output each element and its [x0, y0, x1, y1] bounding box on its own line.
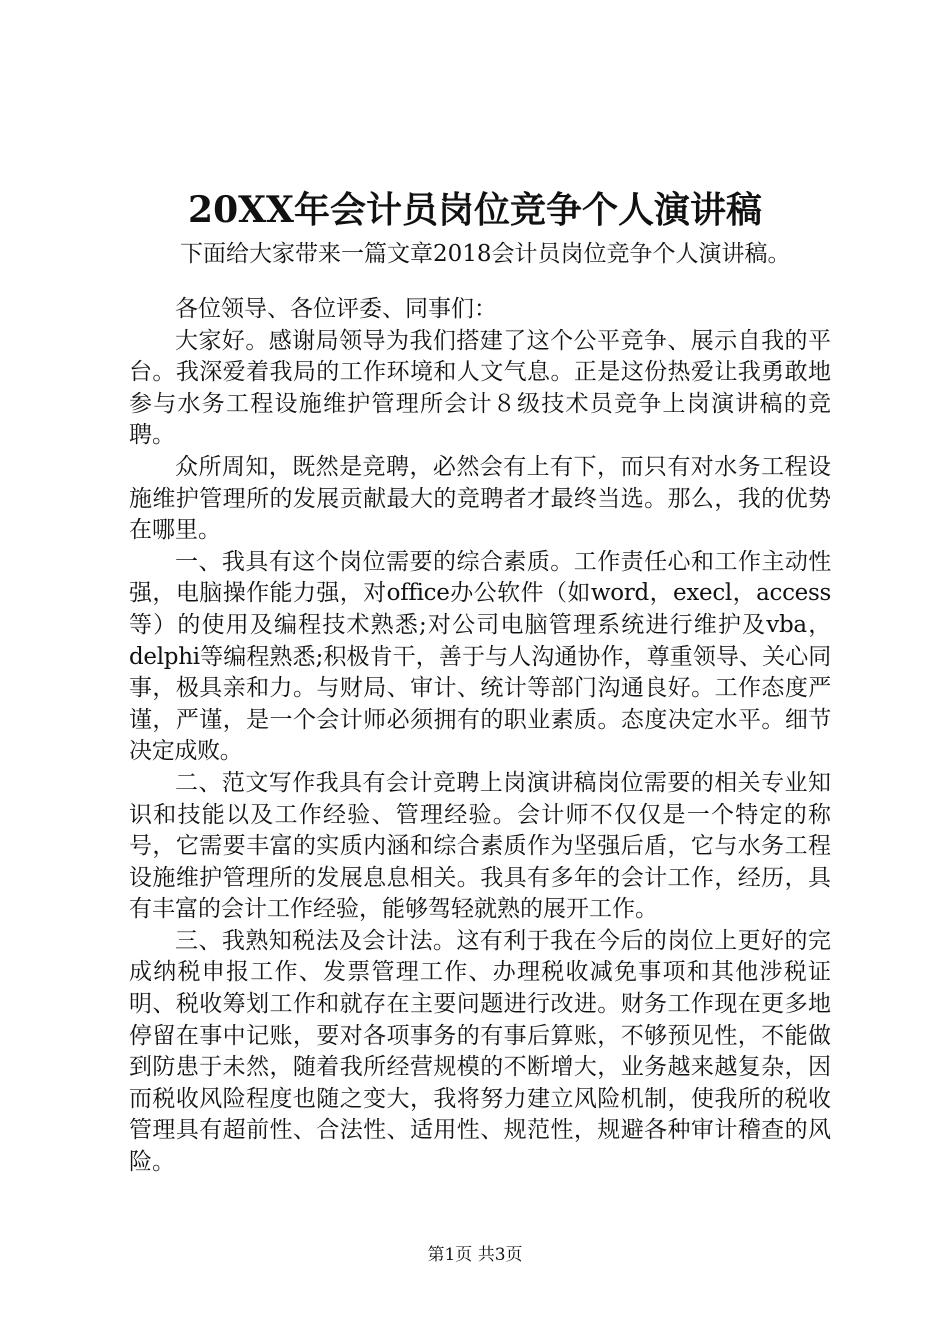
paragraph-point-one: 一、我具有这个岗位需要的综合素质。工作责任心和工作主动性强，电脑操作能力强，对office办公软件（如word，execl，access等）的使用及编程技术熟悉;对公司电脑管理系统进行维护及vba，delphi等编程熟悉;积极肯干，善于与人沟通协作，尊重领导、关心同事，极具亲和力。与财局、审计、统计等部门沟通良好。工作态度严谨，严谨，是一个会计师必须拥有的职业素质。态度决定水平。细节决定成败。	[129, 548, 831, 765]
paragraph-competition: 众所周知，既然是竞聘，必然会有上有下，而只有对水务工程设施维护管理所的发展贡献最大的竞聘者才最终当选。那么，我的优势在哪里。	[129, 453, 831, 544]
page-title: 20XX年会计员岗位竞争个人演讲稿	[188, 189, 762, 231]
paragraph-greeting: 大家好。感谢局领导为我们搭建了这个公平竞争、展示自我的平台。我深爱着我局的工作环境和人文气息。正是这份热爱让我勇敢地参与水务工程设施维护管理所会计８级技术员竞争上岗演讲稿的竞聘。	[129, 327, 831, 449]
paragraph-point-three: 三、我熟知税法及会计法。这有利于我在今后的岗位上更好的完成纳税申报工作、发票管理工作、办理税收减免事项和其他涉税证明、税收筹划工作和就存在主要问题进行改进。财务工作现在更多地停留在事中记账，要对各项事务的有事后算账，不够预见性，不能做到防患于未然，随着我所经营规模的不断增大，业务越来越复杂，因而税收风险程度也随之变大，我将努力建立风险机制，使我所的税收管理具有超前性、合法性、适用性、规范性，规避各种审计稽查的风险。	[129, 927, 831, 1176]
paragraph-point-two: 二、范文写作我具有会计竞聘上岗演讲稿岗位需要的相关专业知识和技能以及工作经验、管理经验。会计师不仅仅是一个特定的称号，它需要丰富的实质内涵和综合素质作为坚强后盾，它与水务工程设施维护管理所的发展息息相关。我具有多年的会计工作，经历，具有丰富的会计工作经验，能够驾轻就熟的展开工作。	[129, 769, 831, 923]
speech-body	[129, 294, 831, 1179]
page-footer: 第1页 共3页	[427, 1245, 523, 1265]
salutation: 各位领导、各位评委、同事们：	[175, 296, 497, 322]
intro-line: 下面给大家带来一篇文章2018会计员岗位竞争个人演讲稿。	[180, 241, 791, 267]
